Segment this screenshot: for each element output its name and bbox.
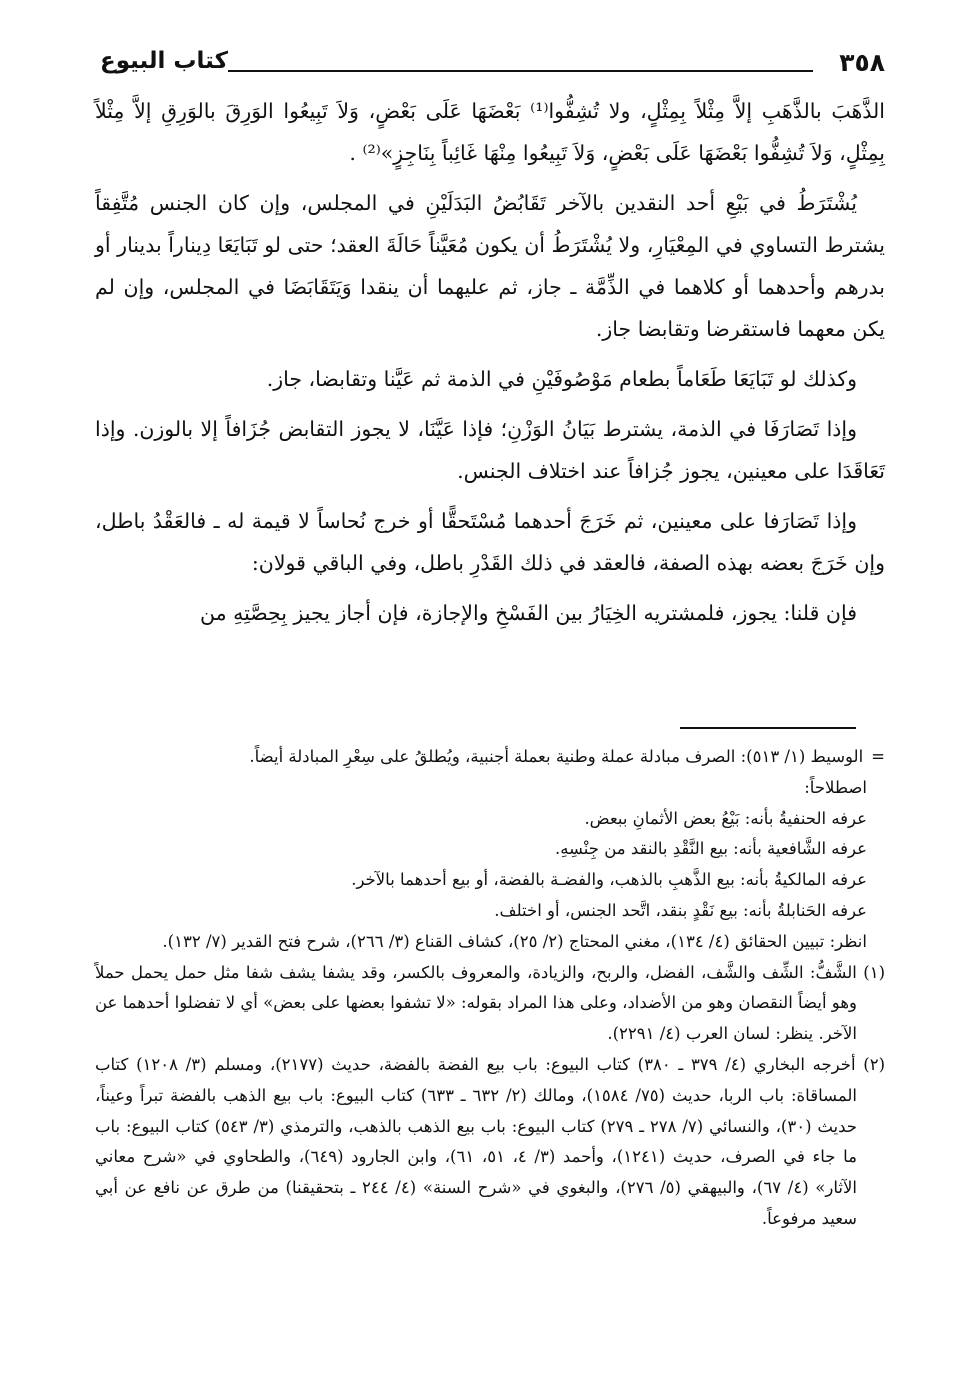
main-text xyxy=(95,90,885,642)
footnote-line: اصطلاحاً: xyxy=(804,777,867,797)
page-number: ٣٥٨ xyxy=(839,48,885,77)
paragraph-option-right: فإن قلنا: يجوز، فلمشتريه الخِيَارُ بين الفَسْخِ والإجازة، فإن أجاز يجيز بِحِصَّتِهِ من xyxy=(199,601,857,625)
paragraph-exchange-conditions: يُشْتَرَطُ في بَيْعِ أحد النقدين بالآخر تَقَابُضُ البَدَلَيْنِ في المجلس، وإن كان الجنس مُتَّفِقاً يشترط التساوي في المِعْيَارِ، ولا يُشْتَرَطُ أن يكون مُعَيَّناً حَالَةَ العقد؛ حتى لو تَبَايَعَا دِيناراً بدينار أو بدرهم وأحدهما أو كلاهما في الذِّمَّة ـ جاز، ثم عليهما أن ينقدا وَيَتَقَابَضَا في المجلس، وإن لم يكن معهما فاستقرضا وتقابضا جاز. xyxy=(95,191,885,341)
footnote-line: انظر: تبيين الحقائق (٤/ ١٣٤)، مغني المحتاج (٢/ ٢٥)، كشاف القناع (٣/ ٢٦٦)، شرح فتح القدير (٧/ ١٣٢). xyxy=(162,931,867,951)
paragraph-hadith-continuation: الذَّهَبَ بالذَّهَبِ إلاَّ مِثْلاً بِمِثْلٍ، ولا تُشِفُّوا⁽¹⁾ بَعْضَهَا عَلَى بَعْضٍ، وَلاَ تَبِيعُوا الوَرِقَ بالوَرِقِ إلاَّ مِثْلاً بِمِثْلٍ، وَلاَ تُشِفُّوا بَعْضَهَا عَلَى بَعْضٍ، وَلاَ تَبِيعُوا مِنْهَا غَائِباً بِنَاجِزٍ»⁽²⁾ . xyxy=(95,99,885,165)
footnote-line: الوسيط (١/ ٥١٣): الصرف مبادلة عملة وطنية بعملة أجنبية، ويُطلقُ على سِعْرِ المبادلة أيضاً. xyxy=(249,747,864,766)
paragraph-defective-item: وإذا تَصَارَفا على معينين، ثم خَرَجَ أحدهما مُسْتَحقًّا أو خرج نُحاساً لا قيمة له ـ فالعَقْدُ باطل، وإن خَرَجَ بعضه بهذه الصفة، فالعقد في ذلك القَدْرِ باطل، وفي الباقي قولان: xyxy=(95,509,885,575)
footnote-line: عرفه المالكيةُ بأنه: بيع الذَّهبِ بالذهب، والفضـة بالفضة، أو بيع أحدهما بالآخر. xyxy=(351,870,867,890)
continuation-mark: = xyxy=(871,747,885,766)
footnote-line: عرفه الحَنابلةُ بأنه: بيع نَقْدٍ بنقد، اتَّحد الجنس، أو اختلف. xyxy=(494,900,867,920)
footnote-separator xyxy=(680,727,856,729)
footnote-line: عرفه الشَّافعية بأنه: بيع النَّقْدِ بالنقد من جِنْسِهِ. xyxy=(554,839,867,859)
header-rule xyxy=(228,70,813,72)
paragraph-weight-condition: وإذا تَصَارَفَا في الذمة، يشترط بَيَانُ الوَزْنِ؛ فإذا عَيَّنَا، لا يجوز التقابض جُزَافاً إلا بالوزن. وإذا تَعَاقَدَا على معينين، يجوز جُزافاً عند اختلاف الجنس. xyxy=(95,417,885,483)
footnote-1: (١) الشَّفُّ: الشِّف والشَّف، الفضل، والربح، والزيادة، والمعروف بالكسر، وقد يشفا يشف شفا مثل حمل يحمل حملاً وهو أيضاً النقصان وهو من الأضداد، وعلى هذا المراد بقوله: «لا تشفوا بعضها على بعض» أي لا تفضلوا أحدهما عن الآخر. ينظر: لسان العرب (٤/ ٢٢٩١). xyxy=(95,962,885,1044)
footnote-2: (٢) أخرجه البخاري (٤/ ٣٧٩ ـ ٣٨٠) كتاب البيوع: باب بيع الفضة بالفضة، حديث (٢١٧٧)، ومسلم (٣/ ١٢٠٨) كتاب المساقاة: باب الربا، حديث (٧٥/ ١٥٨٤)، ومالك (٢/ ٦٣٢ ـ ٦٣٣) كتاب البيوع: باب بيع الذهب بالفضة تبراً وعيناً، حديث (٣٠)، والنسائي (٧/ ٢٧٨ ـ ٢٧٩) كتاب البيوع: باب بيع الذهب بالذهب، والترمذي (٣/ ٥٤٣) كتاب البيوع: باب ما جاء في الصرف، حديث (١٢٤١)، وأحمد (٣/ ٤، ٥١، ٦١)، وابن الجارود (٦٤٩)، والطحاوي في «شرح معاني الآثار» (٤/ ٦٧)، والبيهقي (٥/ ٢٧٦)، والبغوي في «شرح السنة» (٤/ ٢٤٤ ـ بتحقيقنا) من طرق عن نافع عن أبي سعيد مرفوعاً. xyxy=(95,1054,885,1228)
page-header xyxy=(100,48,885,88)
footnote-continuation xyxy=(95,742,885,773)
paragraph-food-exchange: وكذلك لو تَبَايَعَا طَعَاماً بطعام مَوْصُوفَيْنِ في الذمة ثم عَيَّنا وتقابضا، جاز. xyxy=(266,367,857,391)
footnotes xyxy=(95,742,885,1235)
book-title: كتاب البيوع xyxy=(100,48,228,74)
footnote-line: عرفه الحنفيةُ بأنه: بَيْعُ بعض الأثمانِ ببعض. xyxy=(584,808,867,828)
